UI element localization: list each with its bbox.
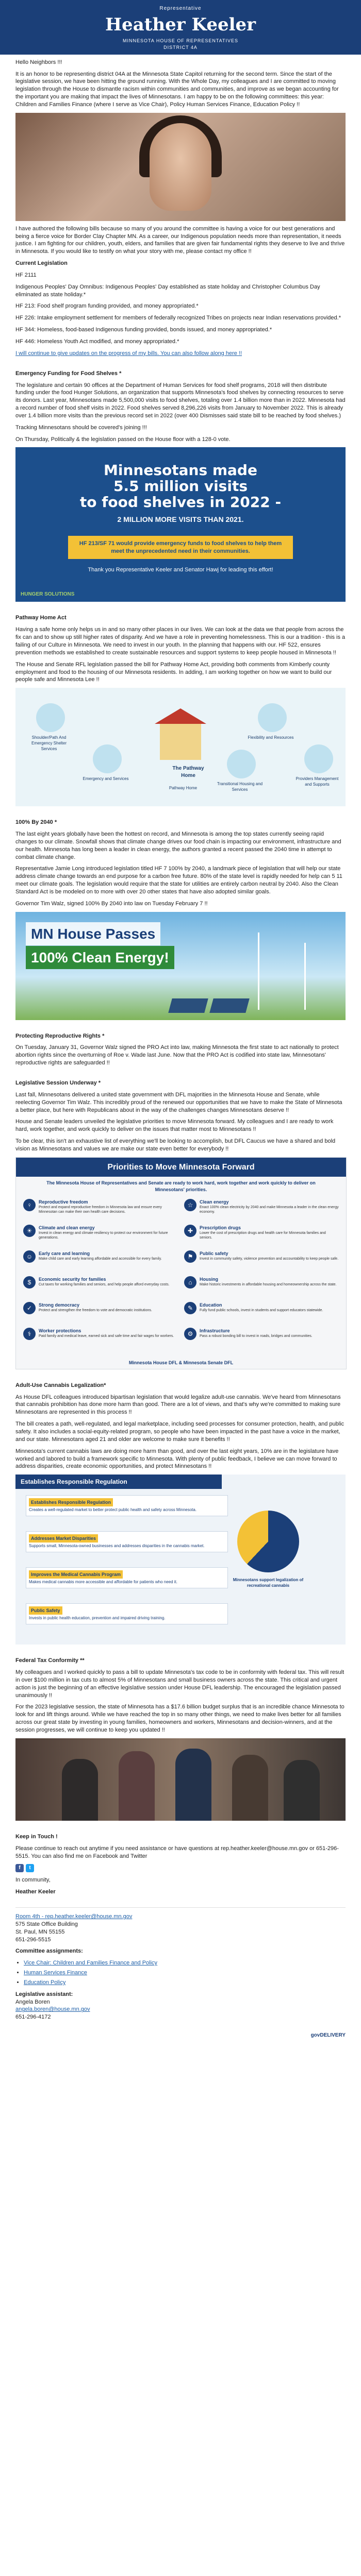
house-roof-icon xyxy=(155,708,206,724)
contact-footer xyxy=(15,1907,346,2021)
priority-icon: ♀ xyxy=(23,1199,36,1211)
session-heading: Legislative Session Underway * xyxy=(15,1080,101,1087)
committee-link[interactable]: Human Services Finance xyxy=(24,1970,87,1976)
cannabis-graphic xyxy=(15,1475,346,1645)
touch-heading: Keep in Touch ! xyxy=(15,1833,58,1840)
food-paragraph: Tracking Minnesotans should be covered's joining !!! xyxy=(15,424,147,431)
box-heading: Improves the Medical Cannabis Program xyxy=(29,1570,123,1579)
federal-heading: Federal Tax Conformity ** xyxy=(15,1657,85,1664)
house-icon xyxy=(160,724,201,760)
priority-desc: Paid family and medical leave, earned sick and safe time and fair wages for workers. xyxy=(39,1334,174,1338)
box-text: Supports small, Minnesota-owned businesses and addresses disparities in the cannabis market. xyxy=(29,1544,205,1549)
box-text: Makes medical cannabis more accessible and affordable for patients who need it. xyxy=(29,1580,178,1585)
bill-item: HF 446: Homeless Youth Act modified, and money appropriated.* xyxy=(15,338,179,345)
priorities-footer: Minnesota House DFL & Minnesota Senate DFL xyxy=(128,1360,234,1365)
priority-title: Strong democracy xyxy=(39,1302,80,1308)
bill-item: HF 226: Intake employment settlement for members of federally recognized Tribes on projects near Indian reservations provided.* xyxy=(15,315,341,321)
rep-name: Heather Keeler xyxy=(105,14,256,35)
social-links xyxy=(15,1864,346,1872)
cannabis-graphic-header: Establishes Responsible Regulation xyxy=(15,1475,222,1489)
wind-turbine-icon xyxy=(258,933,259,1010)
box-text: Creates a well-regulated market to better protect public health and safety across Minnesota. xyxy=(29,1507,197,1513)
banner-line: 100% Clean Energy! xyxy=(26,946,174,970)
pathway-paragraph: The House and Senate RFL legislation passed the bill for Pathway Home Act, providing both comments from Kimberly county employment and food to the housing of our Minnesota residents. In adding, I am working together on how we want to build our people safe and Minnesota Lee !! xyxy=(15,661,332,683)
priority-icon: ☆ xyxy=(184,1199,196,1211)
food-heading: Emergency Funding for Food Shelves * xyxy=(15,370,122,377)
govdelivery-logo: govDELIVERY xyxy=(310,2032,346,2038)
touch-paragraph: Please continue to reach out anytime if you need assistance or have questions at rep.heather.keeler@house.mn.gov or 651-296-5515. You can also find me on Facebook and Twitter xyxy=(15,1845,339,1859)
diagram-title: The Pathway Home xyxy=(172,766,204,778)
infographic-line: 5.5 million visits xyxy=(113,478,248,495)
food-shelf-infographic xyxy=(15,447,346,602)
priority-title: Economic security for families xyxy=(39,1276,106,1282)
rep-portrait-image xyxy=(15,113,346,221)
clean-paragraph: The last eight years globally have been the hottest on record, and Minnesota is among the top states currently seeing rapid changes to our climate. Snowfall shows that climate change drives our food chain is impacting our environment, infrastructure and our health. Minnesota has long been a leader in clean energy, the authors granted a recent passed the 2040 time in attempt to combat climate change. xyxy=(15,831,341,860)
clean-paragraph: Representative Jamie Long introduced legislation titled HF 7 100% by 2040, a landmark piece of legislation that will help our state address climate change towards an end purpose for a carbon free future. 80% of the state level is rapidly needed for help can 5 11 meet our climate goals. The legislation would require that the state for utilities are entirely carbon neutral by 2040. Also the Clean Standard Act is be modeled on to more with over 20 other states that have also adopted similar goals. xyxy=(15,866,342,895)
priority-title: Worker protections xyxy=(39,1328,81,1333)
header-subtitle: MINNESOTA HOUSE OF REPRESENTATIVES xyxy=(122,38,239,44)
committee-link[interactable]: Education Policy xyxy=(24,1979,66,1986)
priorities-graphic xyxy=(15,1157,347,1369)
solar-panel-icon xyxy=(168,998,208,1013)
session-paragraph: To be clear, this isn't an exhaustive list of everything we'll be looking to accomplish, but DFL Caucus we have a shared and bold vision as Minnesotans and values we are make our state even better for everybody !! xyxy=(15,1138,336,1152)
address-line: 575 State Office Building xyxy=(15,1921,78,1927)
priority-icon: ⚕ xyxy=(23,1328,36,1340)
assistant-email-link[interactable]: angela.boren@house.mn.gov xyxy=(15,2006,90,2013)
cannabis-paragraph: As House DFL colleagues introduced bipartisan legislation that would legalize adult-use cannabis. We've heard from Minnesotans that cannabis prohibition has done more harm than good. There are a lot of views, and that's why we're committed to making sure Minnesotans are represented in this process !! xyxy=(15,1394,341,1416)
infographic-line: Minnesotans made xyxy=(104,462,257,479)
hunger-solutions-logo: HUNGER SOLUTIONS xyxy=(21,591,75,597)
food-paragraph: On Thursday, Politically & the legislation passed on the House floor with a 128-0 vote. xyxy=(15,436,231,443)
priority-item xyxy=(23,1199,178,1223)
diagram-item: Transitional Housing and Services xyxy=(217,782,263,792)
current-legislation-heading: Current Legislation xyxy=(15,260,68,267)
wind-turbine-icon xyxy=(304,943,306,1010)
clean-paragraph: Governor Tim Walz, signed 100% By 2040 into law on Tuesday February 7 !! xyxy=(15,900,208,907)
priority-title: Housing xyxy=(200,1276,218,1282)
priority-item xyxy=(184,1302,339,1326)
contact-email-link[interactable]: Room 4th - rep.heather.keeler@house.mn.gov xyxy=(15,1913,133,1920)
intro-paragraph-2: I have authored the following bills because so many of you around the committee is having a voice for our best generations and being a fierce voice for Border Clay Chapter MN. As a career, our Indigenous population needs more than representation, it needs justice. I am fighting for our children, youth, elders, and families that are given fair fundamental rights they deserve to live and thrive in Minnesota. If you would like to testify on what your story with me, please contact my office !! xyxy=(15,225,345,255)
bill-item: Indigenous Peoples' Day Omnibus: Indigenous Peoples' Day established as state holiday and Christopher Columbus Day eliminated as state holiday.* xyxy=(15,283,320,298)
legislative-assistant-label: Legislative assistant: xyxy=(15,1991,73,1997)
priority-item xyxy=(184,1250,339,1274)
rep-label: Representative xyxy=(159,6,202,11)
pathway-paragraph: Having a safe home only helps us in and so many other places in our lives. We can look at the data we that people from across the fix can and to show up still higher rates of disparity. And we have a role in preventing homelessness. This is our a tradition - this is a failing of our Culture in Minnesota. We need to invest in our youth. In the planning that happens with our. HF 522, ensures prevention methods we established to create sustainable resources and support systems to keep people housed in Minnesota !! xyxy=(15,626,346,656)
intro-paragraph: It is an honor to be representing district 04A at the Minnesota State Capitol returning for the second term. Since the start of the legislative session, we have been hitting the ground running. With the Whole Day, my colleagues and I are committed to moving legislation through the House to dismantle racism within communities and communities, and improve as we began accounting for the important you are making that impact the lives of Minnesotans. I am happy to be on the following committees: this year: Children and Families Finance (where I serve as Vice Chair), Policy Human Services Finance, Education Policy !! xyxy=(15,71,339,108)
food-paragraph: The legislature and certain 90 offices at the Department of Human Services for food shelf programs, 2018 will then distribute funding under the food Hunger Solutions, an organization that supports Minnesota's food shelves by connecting resources to serve its donors. Last year, Minnesotans made 5,500,000 visits to food shelves, totaling over 1.4 billion more than in 2022. Minnesota had a record number of food shelf visits in 2022. Food shelves served 8,296,226 visits from January to November 2022. This is already over 1.4 billion more visits than the previous record set in 2022 (over 400 Dismisses said state bill to be reached by food shelves.) xyxy=(15,382,346,419)
capitol-group-photo xyxy=(15,1738,346,1821)
priority-item xyxy=(184,1225,339,1248)
bill-item: HF 344: Homeless, food-based Indigenous funding provided, bonds issued, and money appropriated.* xyxy=(15,327,272,333)
priority-icon: $ xyxy=(23,1276,36,1289)
priority-title: Reproductive freedom xyxy=(39,1199,88,1205)
priority-title: Prescription drugs xyxy=(200,1225,241,1230)
committees-label: Committee assignments: xyxy=(15,1948,83,1955)
priority-title: Early care and learning xyxy=(39,1250,90,1256)
priority-desc: Fully fund public schools, invest in students and support educators statewide. xyxy=(200,1308,323,1312)
signature: Heather Keeler xyxy=(15,1889,56,1895)
priority-icon: ⚑ xyxy=(184,1250,196,1263)
infographic-thanks: Thank you Representative Keeler and Senator Hawj for leading this effort! xyxy=(88,567,273,573)
committee-link[interactable]: Vice Chair: Children and Families Finance and Policy xyxy=(24,1960,158,1967)
newsletter-header xyxy=(0,0,361,55)
priority-title: Education xyxy=(200,1302,222,1308)
priority-title: Public safety xyxy=(200,1250,228,1256)
priority-icon: ☀ xyxy=(23,1225,36,1237)
bill-item: HF 2111 xyxy=(15,272,37,278)
federal-paragraph: For the 2023 legislative session, the state of Minnesota has a $17.6 billion budget surplus that is an incredible chance Minnesota to look for and lift things around. While we have reached the top in so many other things, we need to make lives better for all families across our great state by investing in young families, homeowners and workers, Minnesotans and decision-winners, and at the session progresses, we will continue to keep you updated !! xyxy=(15,1704,344,1733)
clean-energy-heading: 100% By 2040 * xyxy=(15,819,57,826)
priority-item xyxy=(23,1276,178,1300)
priority-icon: ✓ xyxy=(23,1302,36,1314)
cannabis-box xyxy=(26,1531,228,1552)
priorities-intro: The Minnesota House of Representatives and Senate are ready to work hard, work together and work quickly to deliver on Minnesotans' priorities. xyxy=(46,1180,316,1192)
banner-line: MN House Passes xyxy=(26,922,160,946)
priority-item xyxy=(184,1276,339,1300)
priority-desc: Make historic investments in affordable housing and homeownership across the state. xyxy=(200,1282,337,1286)
assistant-name: Angela Boren xyxy=(15,1998,50,2005)
diagram-item: Flexibility and Resources xyxy=(248,735,294,740)
repro-paragraph: On Tuesday, January 31, Governor Walz signed the PRO Act into law, making Minnesota the first state to act nationally to protect abortion rights since the overturning of Roe v. Wade last June. Now that the PRO Act is codified into state law, Minnesotans' reproductive rights are safeguarded !! xyxy=(15,1044,339,1066)
priority-icon: ✎ xyxy=(184,1302,196,1314)
header-district: DISTRICT 4A xyxy=(163,44,198,50)
priority-title: Clean energy xyxy=(200,1199,229,1205)
bill-item: HF 213: Food shelf program funding provided, and money appropriated.* xyxy=(15,303,199,310)
priority-desc: Lower the cost of prescription drugs and health care for Minnesota families and seniors. xyxy=(200,1231,326,1240)
greeting: Hello Neighbors !!! xyxy=(15,59,62,65)
infographic-band: HF 213/SF 71 would provide emergency funds to food shelves to help them meet the unprecedented need in their communities. xyxy=(68,536,293,560)
diagram-item: Pathway Home xyxy=(169,786,198,791)
address-line: St. Paul, MN 55155 xyxy=(15,1928,65,1935)
diagram-item: Providers Management and Supports xyxy=(296,776,339,787)
priority-desc: Protect and expand reproductive freedom in Minnesota law and ensure every Minnesotan can make their own health care decisions. xyxy=(39,1205,162,1214)
box-heading: Public Safety xyxy=(29,1606,62,1615)
assistant-phone: 651-296-4172 xyxy=(15,2014,51,2021)
support-pie-chart xyxy=(237,1511,299,1572)
priority-item xyxy=(23,1302,178,1326)
cannabis-box xyxy=(26,1567,228,1588)
priority-desc: Enact 100% clean electricity by 2040 and make Minnesota a leader in the clean energy economy. xyxy=(200,1205,339,1214)
priorities-title: Priorities to Move Minnesota Forward xyxy=(16,1158,346,1177)
box-heading: Establishes Responsible Regulation xyxy=(29,1498,113,1506)
priority-item xyxy=(23,1250,178,1274)
cannabis-box xyxy=(26,1495,228,1516)
priority-icon: ⌂ xyxy=(184,1276,196,1289)
closing: In community, xyxy=(15,1877,51,1884)
cannabis-paragraph: Minnesota's current cannabis laws are doing more harm than good, and over the last eight years, 10% are in the legislature have worked and labored to build a framework specific to Minnesota. With plenty of public feedback, I believe we can move forward to address disparities, create economic opportunities, and protect Minnesotans !! xyxy=(15,1448,339,1470)
priority-desc: Make child care and early learning affordable and accessible for every family. xyxy=(39,1257,162,1261)
pie-caption: Minnesotans support legalization of recreational cannabis xyxy=(233,1578,304,1588)
session-paragraph: Last fall, Minnesotans delivered a united state government with DFL majorities in the Minnesota House and Senate, while reelecting Governor Tim Walz. This incredibly proud of the renewed our opportunities that we have to make the State of Minnesota a better place, but here with Republicans about in the way of the challenges changes Minnesotans deserve !! xyxy=(15,1091,342,1113)
priority-icon: ⚙ xyxy=(184,1328,196,1340)
priority-desc: Cut taxes for working families and seniors, and help people afford everyday costs. xyxy=(39,1282,170,1286)
priority-desc: Protect and strengthen the freedom to vote and democratic institutions. xyxy=(39,1308,152,1312)
priority-item xyxy=(184,1328,339,1351)
cannabis-heading: Adult-Use Cannabis Legalization* xyxy=(15,1382,106,1388)
pathway-home-diagram xyxy=(15,688,346,806)
priority-item xyxy=(23,1328,178,1351)
box-text: Invests in public health education, prevention and impaired driving training. xyxy=(29,1616,166,1621)
cannabis-box xyxy=(26,1603,228,1624)
session-paragraph: House and Senate leaders unveiled the legislative priorities to move Minnesota forward. My colleagues and I are ready to work hard, work together, and work quickly to deliver on the issues that matter most to Minnesotans !! xyxy=(15,1118,334,1133)
box-heading: Addresses Market Disparities xyxy=(29,1534,98,1543)
priority-title: Infrastructure xyxy=(200,1328,230,1333)
priority-icon: ✚ xyxy=(184,1225,196,1237)
pathway-heading: Pathway Home Act xyxy=(15,615,67,621)
priority-title: Climate and clean energy xyxy=(39,1225,95,1230)
cannabis-paragraph: The bill creates a path, well-regulated, and legal marketplace, including seed processes for consumer protection, health, and public safety. It also includes a social-equity-related program, so people who have been impacted in the past have a voice in the market, and our state. Minnesotans aged 21 and older are welcome to make sure it benefits !! xyxy=(15,1421,344,1443)
priority-icon: ☺ xyxy=(23,1250,36,1263)
repro-heading: Protecting Reproductive Rights * xyxy=(15,1032,105,1039)
priority-item xyxy=(184,1199,339,1223)
priority-desc: Pass a robust bonding bill to invest in roads, bridges and communities. xyxy=(200,1334,313,1338)
federal-paragraph: My colleagues and I worked quickly to pass a bill to update Minnesota's tax code to be in conformity with federal tax. This will result in over $100 million in tax cuts to almost 5% of Minnesotans and small business owners across the state. This critical and urgent action is just the beginning of an effective legislative session under House DFL leadership. The encouraged the legislation passed unanimously !! xyxy=(15,1669,344,1699)
priority-desc: Invest in clean energy and climate resiliency to protect our environment for future generations. xyxy=(39,1231,168,1240)
priority-item xyxy=(23,1225,178,1248)
clean-energy-banner xyxy=(15,912,346,1020)
solar-panel-icon xyxy=(209,998,250,1013)
priority-desc: Invest in community safety, violence prevention and accountability to keep people safe. xyxy=(200,1257,339,1261)
diagram-item: Shoulder/Path And Emergency Shelter Services xyxy=(31,735,67,751)
diagram-item: Emergency and Services xyxy=(83,776,129,782)
infographic-subline: 2 MILLION MORE VISITS THAN 2021. xyxy=(117,515,244,523)
twitter-icon[interactable]: t xyxy=(26,1864,34,1872)
updates-link[interactable]: I will continue to give updates on the progress of my bills. You can also follow along here !! xyxy=(15,350,242,357)
infographic-line: to food shelves in 2022 - xyxy=(79,494,282,511)
facebook-icon[interactable]: f xyxy=(15,1864,24,1872)
phone: 651-296-5515 xyxy=(15,1936,51,1943)
